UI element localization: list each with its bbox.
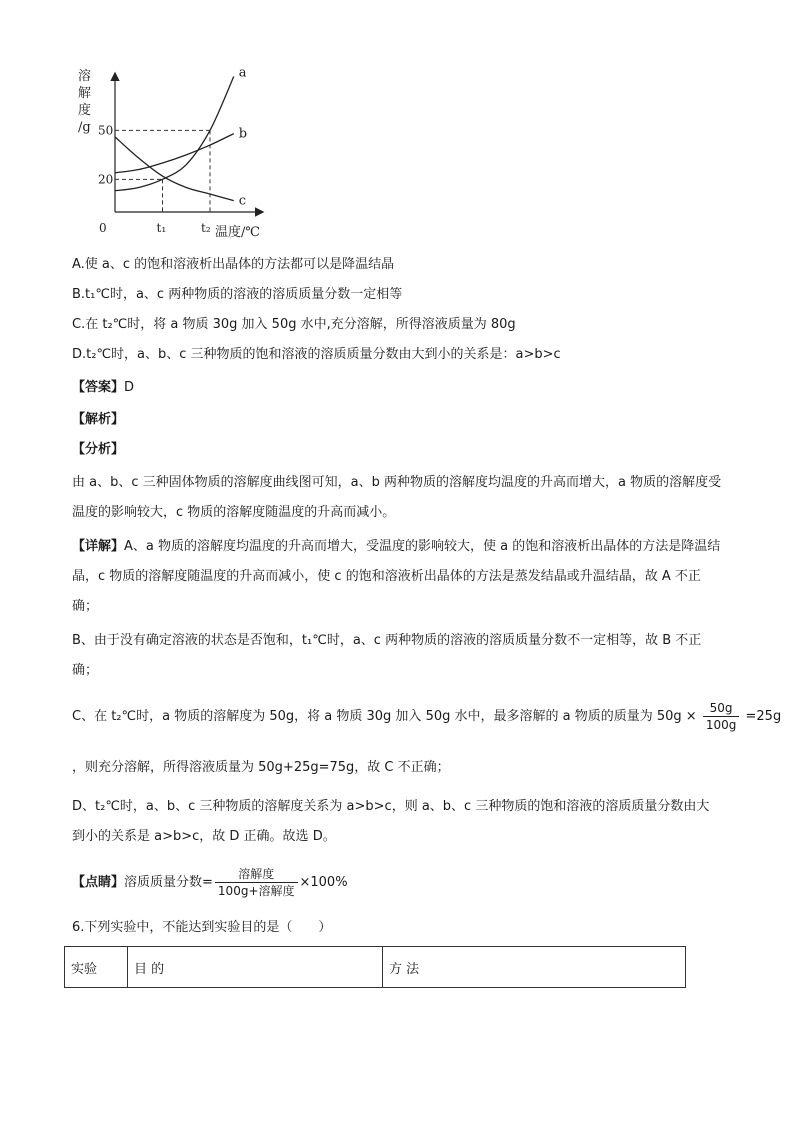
table-header-row [65, 947, 686, 988]
x-tick-label: t₂ [201, 221, 211, 235]
y-tick-label: 50 [98, 123, 114, 138]
option-b: B.t₁℃时，a、c 两种物质的溶液的溶质质量分数一定相等 [72, 287, 403, 302]
x-tick-label: 0 [99, 221, 107, 235]
y-axis-label: 溶 [78, 69, 92, 84]
option-c: C.在 t₂℃时，将 a 物质 30g 加入 50g 水中,充分溶解，所得溶液质量为 80g [72, 317, 516, 332]
y-axis-label: 解 [78, 86, 92, 101]
curve-a [115, 76, 234, 190]
dianjing-suffix: ×100% [299, 875, 348, 890]
curve-label-c: c [238, 193, 247, 209]
header-purpose: 目 的 [128, 947, 383, 988]
detail-d: D、t₂℃时，a、b、c 三种物质的溶解度关系为 a>b>c，则 a、b、c 三种物质的饱和溶液的溶质质量分数由大到小的关系是 a>b>c，故 D 正确。故选 D。 [72, 799, 710, 844]
c-formula-fraction: $\frac{50g}{100g}$ [703, 700, 740, 733]
x-tick-label: t₁ [156, 221, 167, 235]
curve-label-a: a [238, 66, 247, 81]
analysis-label: 【解析】 [72, 412, 125, 427]
header-experiment: 实验 [65, 947, 128, 988]
detail-c-line2: ，则充分溶解，所得溶液质量为 50g+25g=75g，故 C 不正确； [72, 760, 450, 775]
header-method: 方 法 [383, 947, 686, 988]
y-axis-label: 度 [78, 103, 92, 118]
curve-c [115, 137, 234, 201]
solubility-chart [72, 66, 342, 241]
dianjing-line [72, 866, 348, 900]
detail-a-text: A、a 物质的溶解度均温度的升高而增大，受温度的影响较大，使 a 的饱和溶液析出晶体的方法是降温结晶，c 物质的溶解度随温度的升高而减小，使 c 的饱和溶液析出晶体的方法是蒸发结晶或升温结晶，故 A 不正确； [72, 539, 721, 614]
detail-a [72, 532, 722, 622]
c-formula-right: =25g [745, 709, 782, 724]
curve-label-b: b [238, 126, 248, 142]
detail-c-text: C、在 t₂℃时，a 物质的溶解度为 50g，将 a 物质 30g 加入 50g 水中，最多溶解的 a 物质的质量为 [72, 709, 653, 724]
y-tick-label: 20 [98, 172, 114, 187]
fenxi-label: 【分析】 [72, 442, 125, 457]
answer-label: 【答案】 [72, 380, 125, 395]
question-6: 6.下列实验中，不能达到实验目的是（ ） [72, 920, 332, 935]
option-d: D.t₂℃时，a、b、c 三种物质的饱和溶液的溶质质量分数由大到小的关系是：a>b>c [72, 347, 561, 362]
dianjing-label: 【点睛】 [72, 875, 125, 890]
y-axis-label: /g [78, 120, 91, 135]
detail-c-line1 [72, 700, 781, 734]
dianjing-text: 溶质质量分数= [124, 875, 213, 890]
c-formula-left: 50g × [656, 709, 697, 724]
experiment-table [64, 946, 686, 988]
fenxi-text: 由 a、b、c 三种固体物质的溶解度曲线图可知，a、b 两种物质的溶解度均温度的升高而增大，a 物质的溶解度受温度的影响较大，c 物质的溶解度随温度的升高而减小。 [72, 475, 722, 520]
x-axis-label: 温度/℃ [215, 225, 260, 240]
dianjing-fraction: $\frac{\text{溶解度}}{\text{100g+溶解度}}$ [215, 866, 298, 899]
answer-value: D [124, 380, 135, 395]
detail-b: B、由于没有确定溶液的状态是否饱和，t₁℃时，a、c 两种物质的溶液的溶质质量分数不一定相等，故 B 不正确； [72, 633, 702, 678]
answer-line [72, 378, 134, 398]
detail-label: 【详解】 [72, 539, 125, 554]
option-a: A.使 a、c 的饱和溶液析出晶体的方法都可以是降温结晶 [72, 257, 395, 272]
